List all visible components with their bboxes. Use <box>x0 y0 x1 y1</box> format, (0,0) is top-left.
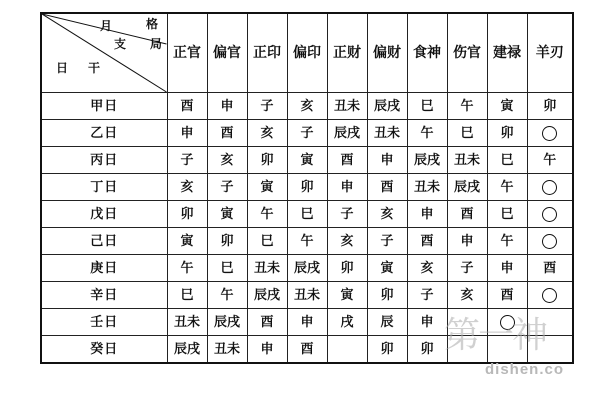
table-cell: 巳 <box>167 282 207 309</box>
table-cell: 午 <box>407 120 447 147</box>
table-cell: 午 <box>487 228 527 255</box>
table-cell: 子 <box>167 147 207 174</box>
corner-label-month: 月 <box>100 19 113 33</box>
column-header: 偏财 <box>367 13 407 93</box>
watermark-url: dishen.co <box>484 361 564 378</box>
table-cell: 酉 <box>527 255 573 282</box>
corner-label-pattern-1: 格 <box>146 17 159 31</box>
table-cell: 辰戌 <box>287 255 327 282</box>
table-cell: 卯 <box>407 336 447 364</box>
table-cell: 巳 <box>287 201 327 228</box>
empty-circle-cell <box>527 174 573 201</box>
empty-circle-cell <box>527 201 573 228</box>
table-cell: 丑未 <box>247 255 287 282</box>
corner-label-day: 日 <box>56 61 69 75</box>
table-cell: 戌 <box>327 309 367 336</box>
table-cell: 申 <box>207 93 247 120</box>
column-header: 正官 <box>167 13 207 93</box>
table-cell: 酉 <box>327 147 367 174</box>
table-cell: 亥 <box>367 201 407 228</box>
circle-icon <box>542 207 557 222</box>
table-cell: 亥 <box>447 282 487 309</box>
table-cell: 午 <box>207 282 247 309</box>
table-cell: 亥 <box>207 147 247 174</box>
table-cell: 卯 <box>327 255 367 282</box>
table-row <box>41 93 573 120</box>
table-cell: 寅 <box>167 228 207 255</box>
table-cell: 申 <box>487 255 527 282</box>
row-header-day-stem: 丁日 <box>41 174 167 201</box>
table-cell: 巳 <box>487 201 527 228</box>
column-header: 正财 <box>327 13 367 93</box>
table-cell: 巳 <box>447 120 487 147</box>
table-cell: 子 <box>207 174 247 201</box>
corner-header-cell <box>41 13 167 93</box>
table-cell: 午 <box>487 174 527 201</box>
table-cell: 巳 <box>407 93 447 120</box>
table-cell: 酉 <box>407 228 447 255</box>
table-cell: 卯 <box>207 228 247 255</box>
lookup-table-document <box>40 12 576 380</box>
table-cell: 卯 <box>167 201 207 228</box>
empty-circle-cell <box>527 228 573 255</box>
column-header: 伤官 <box>447 13 487 93</box>
table-cell: 丑未 <box>367 120 407 147</box>
table-cell: 卯 <box>487 120 527 147</box>
table-cell: 酉 <box>247 309 287 336</box>
corner-label-pattern-2: 局 <box>150 37 163 51</box>
table-cell: 申 <box>167 120 207 147</box>
table-cell: 申 <box>327 174 367 201</box>
table-cell: 申 <box>447 228 487 255</box>
table-cell: 子 <box>407 282 447 309</box>
table-cell: 丑未 <box>207 336 247 364</box>
table-cell: 子 <box>327 201 367 228</box>
table-cell: 申 <box>367 147 407 174</box>
table-cell: 丑未 <box>327 93 367 120</box>
empty-circle-cell <box>527 282 573 309</box>
row-header-day-stem: 甲日 <box>41 93 167 120</box>
table-cell: 亥 <box>407 255 447 282</box>
table-cell: 寅 <box>247 174 287 201</box>
table-cell: 辰戌 <box>207 309 247 336</box>
row-header-day-stem: 癸日 <box>41 336 167 364</box>
row-header-day-stem: 己日 <box>41 228 167 255</box>
table-cell: 午 <box>447 93 487 120</box>
column-header: 偏官 <box>207 13 247 93</box>
table-cell: 辰戌 <box>167 336 207 364</box>
row-header-day-stem: 乙日 <box>41 120 167 147</box>
table-cell: 卯 <box>247 147 287 174</box>
table-cell: 午 <box>287 228 327 255</box>
table-cell: 申 <box>407 309 447 336</box>
empty-circle-cell <box>527 120 573 147</box>
circle-icon <box>542 180 557 195</box>
table-cell: 寅 <box>327 282 367 309</box>
table-cell: 午 <box>247 201 287 228</box>
table-cell: 寅 <box>207 201 247 228</box>
table-cell <box>327 336 367 364</box>
row-header-day-stem: 辛日 <box>41 282 167 309</box>
watermark-logo: 第一神 <box>443 315 546 356</box>
table-cell: 酉 <box>487 282 527 309</box>
table-cell: 亥 <box>247 120 287 147</box>
circle-icon <box>542 126 557 141</box>
table-cell: 巳 <box>487 147 527 174</box>
table-row <box>41 255 573 282</box>
table-cell: 辰戌 <box>447 174 487 201</box>
column-header: 偏印 <box>287 13 327 93</box>
table-cell: 辰戌 <box>367 93 407 120</box>
table-cell: 辰戌 <box>327 120 367 147</box>
table-row <box>41 228 573 255</box>
table-cell: 辰戌 <box>247 282 287 309</box>
table-cell: 寅 <box>367 255 407 282</box>
corner-label-stem: 干 <box>88 61 101 75</box>
table-cell: 丑未 <box>447 147 487 174</box>
table-cell: 酉 <box>167 93 207 120</box>
circle-icon <box>542 234 557 249</box>
row-header-day-stem: 丙日 <box>41 147 167 174</box>
table-cell: 申 <box>247 336 287 364</box>
column-header: 建禄 <box>487 13 527 93</box>
table-cell: 酉 <box>447 201 487 228</box>
row-header-day-stem: 戊日 <box>41 201 167 228</box>
table-cell: 申 <box>287 309 327 336</box>
table-cell: 辰戌 <box>407 147 447 174</box>
table-cell: 申 <box>407 201 447 228</box>
table-cell: 子 <box>247 93 287 120</box>
table-cell: 子 <box>447 255 487 282</box>
table-row <box>41 174 573 201</box>
table-cell: 卯 <box>287 174 327 201</box>
table-cell: 亥 <box>167 174 207 201</box>
table-row <box>41 282 573 309</box>
table-cell: 午 <box>167 255 207 282</box>
corner-label-branch: 支 <box>114 37 127 51</box>
table-cell: 巳 <box>207 255 247 282</box>
table-cell: 寅 <box>287 147 327 174</box>
table-cell: 子 <box>367 228 407 255</box>
table-cell: 亥 <box>287 93 327 120</box>
column-header: 羊刃 <box>527 13 573 93</box>
table-cell: 寅 <box>487 93 527 120</box>
table-cell: 辰 <box>367 309 407 336</box>
table-cell: 酉 <box>367 174 407 201</box>
table-cell: 卯 <box>367 336 407 364</box>
table-cell: 丑未 <box>287 282 327 309</box>
row-header-day-stem: 庚日 <box>41 255 167 282</box>
table-cell: 丑未 <box>167 309 207 336</box>
table-cell: 午 <box>527 147 573 174</box>
table-cell: 卯 <box>367 282 407 309</box>
column-header: 正印 <box>247 13 287 93</box>
table-cell: 卯 <box>527 93 573 120</box>
table-row <box>41 201 573 228</box>
table-row <box>41 120 573 147</box>
circle-icon <box>542 288 557 303</box>
table-cell: 酉 <box>207 120 247 147</box>
table-row <box>41 147 573 174</box>
table-cell: 酉 <box>287 336 327 364</box>
row-header-day-stem: 壬日 <box>41 309 167 336</box>
table-cell: 巳 <box>247 228 287 255</box>
table-cell: 亥 <box>327 228 367 255</box>
table-cell: 子 <box>287 120 327 147</box>
column-header: 食神 <box>407 13 447 93</box>
table-cell: 丑未 <box>407 174 447 201</box>
